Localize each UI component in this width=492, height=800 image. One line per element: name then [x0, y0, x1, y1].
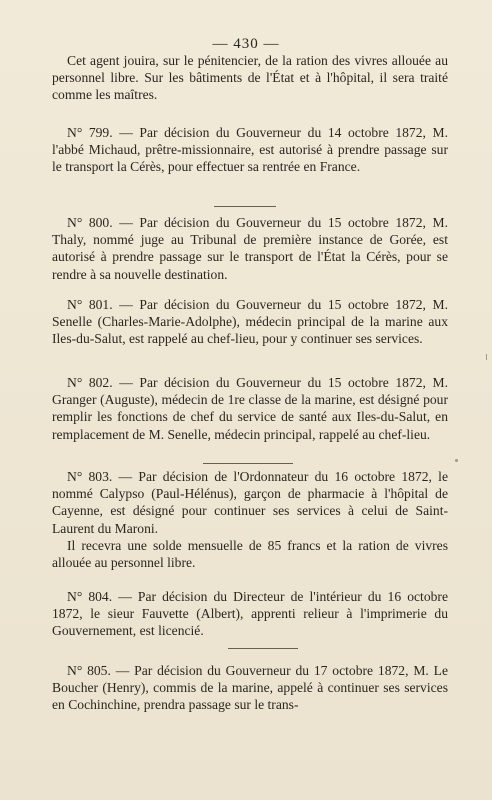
paragraph-804 — [52, 588, 448, 640]
paragraph-802-text: N° 802. — Par décision du Gouverneur du 15 octobre 1872, M. Granger (Auguste), médecin de 1re classe de la marine, est désigné pour remplir les fonctions de chef du service de santé aux Iles-du-Salut, en remplacement de M. Senelle, médecin principal, rappelé au chef-lieu. — [52, 375, 448, 442]
paragraph-805 — [52, 662, 448, 714]
paragraph-799 — [52, 124, 448, 176]
paragraph-intro-text: Cet agent jouira, sur le pénitencier, de la ration des vivres allouée au personnel libre. Sur les bâtiments de l'État et à l'hôpital, il sera traité comme les maîtres. — [52, 53, 448, 103]
paragraph-804-text: N° 804. — Par décision du Directeur de l'intérieur du 16 octobre 1872, le sieur Fauvette (Albert), apprenti relieur à l'imprimerie du Gouvernement, est licencié. — [52, 589, 448, 639]
paragraph-800-text: N° 800. — Par décision du Gouverneur du 15 octobre 1872, M. Thaly, nommé juge au Tribunal de première instance de Gorée, est autorisé à prendre passage sur le transport de l'État la Cérès, pour se rendre à sa nouvelle destination. — [52, 215, 448, 282]
paragraph-799-text: N° 799. — Par décision du Gouverneur du 14 octobre 1872, M. l'abbé Michaud, prêtre-missionnaire, est autorisé à prendre passage sur le transport la Cérès, pour effectuer sa rentrée en France. — [52, 125, 448, 175]
separator-rule — [228, 648, 298, 649]
separator-rule — [203, 463, 293, 464]
paragraph-803 — [52, 468, 448, 571]
paragraph-801-text: N° 801. — Par décision du Gouverneur du 15 octobre 1872, M. Senelle (Charles-Marie-Adolphe), médecin principal de la marine aux Iles-du-Salut, est rappelé au chef-lieu, pour y continuer ses services. — [52, 297, 448, 347]
paragraph-805-text: N° 805. — Par décision du Gouverneur du 17 octobre 1872, M. Le Boucher (Henry), commis de la marine, appelé à continuer ses services en Cochinchine, prendra passage sur le trans- — [52, 663, 448, 713]
paper-speck — [455, 459, 458, 462]
paragraph-803-text: N° 803. — Par décision de l'Ordonnateur du 16 octobre 1872, le nommé Calypso (Paul-Hélénus), garçon de pharmacie à l'hôpital de Cayenne, est désigné pour continuer ses services à celui de Saint-Laurent du Maroni. — [52, 469, 448, 536]
paragraph-801 — [52, 296, 448, 348]
paragraph-800 — [52, 214, 448, 283]
paper-mark — [486, 354, 487, 360]
page-number: — 430 — — [212, 36, 280, 52]
separator-rule — [214, 206, 276, 207]
paragraph-802 — [52, 374, 448, 443]
paragraph-803b-text: Il recevra une solde mensuelle de 85 francs et la ration de vivres allouée au personnel libre. — [52, 537, 448, 571]
paragraph-intro — [52, 52, 448, 104]
